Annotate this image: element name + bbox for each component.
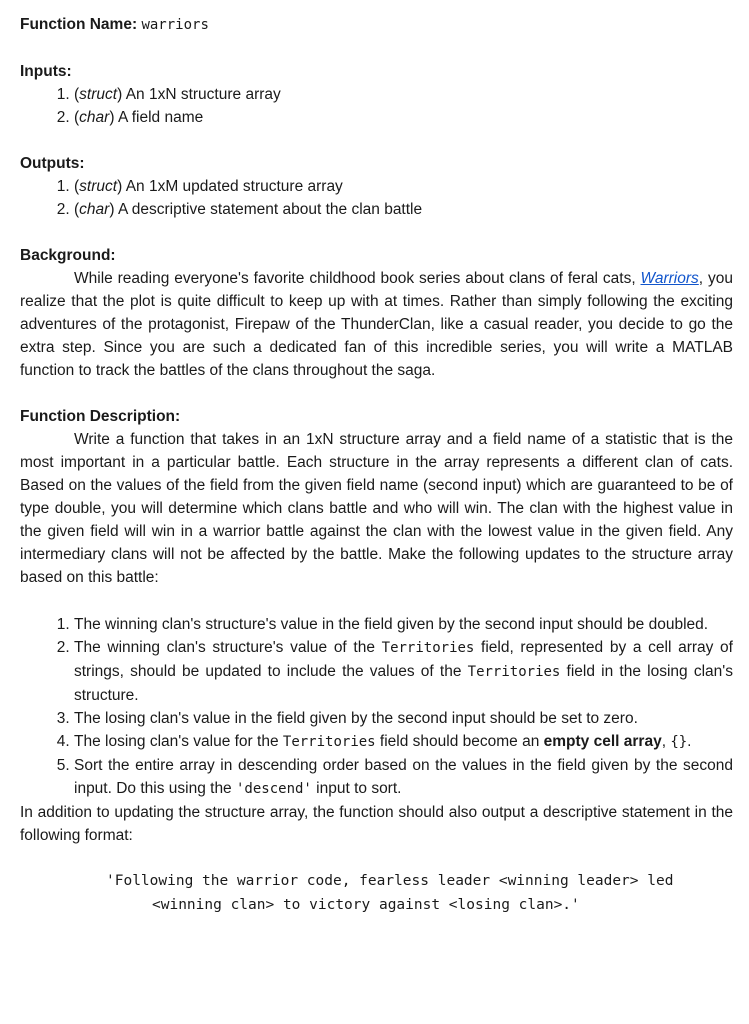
step-text: input to sort. <box>311 780 402 797</box>
step-item <box>74 754 733 801</box>
background-text-after: , you realize that the plot is quite difficult to keep up with at times. Rather than simply following the exciting adventures of the protagonist, Firepaw of the ThunderClan, like a casual reader, you decide to go the extra step. Since you are such a dedicated fan of this incredible series, you will write a MATLAB function to track the battles of the clans throughout the saga. <box>20 270 733 379</box>
step-code: Territories <box>381 640 475 656</box>
input-type: char <box>79 109 110 126</box>
input-item: 2. (char) A field name <box>74 106 733 129</box>
step-text: The losing clan's value for the <box>74 733 283 750</box>
warriors-link[interactable]: Warriors <box>640 270 699 287</box>
step-text: field should become an <box>375 733 544 750</box>
description-heading: Function Description: <box>20 408 181 425</box>
output-type: char <box>79 201 110 218</box>
step-text: . <box>687 733 692 750</box>
background-section <box>20 244 733 382</box>
input-desc: An 1xN structure array <box>125 86 281 103</box>
input-desc: A field name <box>117 109 204 126</box>
step-text: The winning clan's structure's value in the field given by the second input should be doubled. <box>74 616 709 633</box>
inputs-section <box>20 60 733 129</box>
step-code: {} <box>670 734 688 750</box>
step-item <box>74 707 733 730</box>
inputs-heading: Inputs: <box>20 63 72 80</box>
function-name-value: warriors <box>141 17 209 33</box>
outputs-list <box>20 175 733 221</box>
step-code: 'descend' <box>236 781 312 797</box>
input-item: 1. (struct) An 1xN structure array <box>74 83 733 106</box>
update-steps-list <box>20 613 733 801</box>
step-item <box>74 613 733 636</box>
step-text: The winning clan's structure's value of the <box>74 639 382 656</box>
output-format-statement <box>20 869 733 917</box>
step-text: The losing clan's value in the field given by the second input should be set to zero. <box>74 710 638 727</box>
step-code: Territories <box>282 734 376 750</box>
inputs-list <box>20 83 733 129</box>
background-heading: Background: <box>20 247 116 264</box>
format-line-1: 'Following the warrior code, fearless leader <winning leader> led <box>106 873 674 889</box>
format-line-2: <winning clan> to victory against <losing clan>.' <box>152 897 580 913</box>
step-text: Sort the entire array in descending order based on the values in the field given by the second input. Do this using the <box>74 757 733 797</box>
outputs-heading: Outputs: <box>20 155 85 172</box>
step-code: Territories <box>467 664 561 680</box>
output-item: 2. (char) A descriptive statement about the clan battle <box>74 198 733 221</box>
background-text-before: While reading everyone's favorite childhood book series about clans of feral cats, <box>74 270 636 287</box>
step-item <box>74 730 733 754</box>
addition-paragraph: In addition to updating the structure array, the function should also output a descriptive statement in the following format: <box>20 804 733 844</box>
outputs-section <box>20 152 733 221</box>
step-text: field, represented by a cell array of strings, should be updated to include the values of the <box>74 639 733 680</box>
output-desc: A descriptive statement about the clan battle <box>117 201 423 218</box>
description-section <box>20 405 733 589</box>
step-text: , <box>661 733 666 750</box>
description-paragraph: Write a function that takes in an 1xN structure array and a field name of a statistic that is the most important in a particular battle. Each structure in the array represents a different clan of cats. Based on the values of the field from the given field name (second input) which are guaranteed to be of type double, you will determine which clans battle and who will win. The clan with the highest value in the given field will win in a warrior battle against the clan with the lowest value in the given field. Any intermediary clans will not be affected by the battle. Make the following updates to the structure array based on this battle: <box>20 431 733 586</box>
step-bold: empty cell array <box>543 733 662 750</box>
background-paragraph <box>20 267 733 382</box>
step-item <box>74 636 733 707</box>
function-name-line <box>20 13 733 37</box>
input-type: struct <box>79 86 118 103</box>
output-type: struct <box>79 178 118 195</box>
function-name-label: Function Name: <box>20 16 138 33</box>
output-item: 1. (struct) An 1xM updated structure array <box>74 175 733 198</box>
output-desc: An 1xM updated structure array <box>125 178 343 195</box>
step-text: field in the losing clan's structure. <box>74 663 733 704</box>
